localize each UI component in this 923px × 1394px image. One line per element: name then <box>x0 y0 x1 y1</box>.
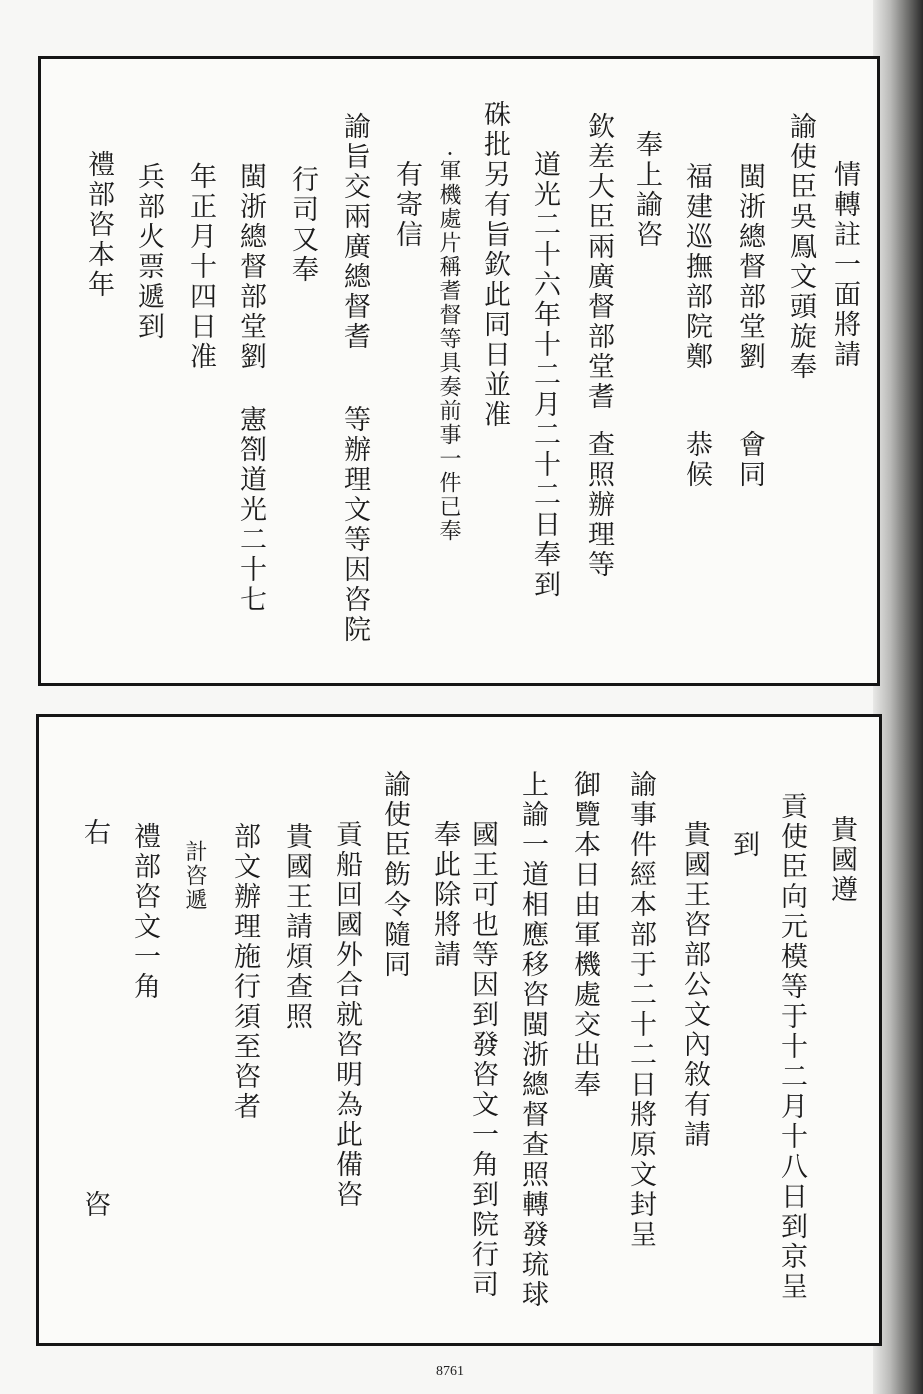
bottom-text-panel <box>36 714 882 1346</box>
top-col-8: 硃批另有旨欽此同日並准 <box>479 100 510 430</box>
bottom-col-7: 上諭一道相應移咨閩浙總督查照轉發琉球 <box>517 770 548 1310</box>
bottom-col-15: 禮部咨文一角 <box>129 822 160 1002</box>
top-col-9: ·軍機處片稱耆督等具奏前事一件已奉 <box>436 150 461 543</box>
top-col-4b: 恭候 <box>681 430 712 490</box>
top-col-2: 諭使臣吳鳯文頭旋奉 <box>785 112 816 382</box>
top-col-13b: 憲劄道光二十七 <box>235 405 266 615</box>
top-col-16: 禮部咨本年 <box>83 150 114 300</box>
top-col-13: 閩浙總督部堂劉 <box>235 162 266 372</box>
top-col-7: 道光二十六年十二月二十二日奉到 <box>529 150 560 600</box>
bottom-col-4: 貴國王咨部公文內敘有請 <box>679 820 710 1150</box>
top-col-14: 年正月十四日准 <box>185 162 216 372</box>
bottom-col-17: 咨 <box>79 1190 110 1220</box>
top-col-10: 有寄信 <box>391 160 422 250</box>
top-col-6b: 查照辦理等 <box>583 430 614 580</box>
bottom-col-16: 右 <box>79 818 110 848</box>
top-col-3b: 會同 <box>734 430 765 490</box>
bottom-col-11: 貢船回國外合就咨明為此備咨 <box>331 820 362 1210</box>
bottom-col-9: 奉此除將請 <box>429 820 460 970</box>
bottom-col-2: 貢使臣向元模等于十二月十八日到京呈 <box>776 792 807 1302</box>
top-col-12: 行司又奉 <box>287 165 318 285</box>
page-number: 8761 <box>436 1364 464 1379</box>
top-col-3: 閩浙總督部堂劉 <box>734 162 765 372</box>
top-col-1: 情轉註一面將請 <box>829 160 860 370</box>
top-col-4: 福建巡撫部院鄭 <box>681 162 712 372</box>
bottom-col-13: 部文辦理施行須至咨者 <box>229 822 260 1122</box>
bottom-col-14: 計咨遞 <box>182 840 207 912</box>
bottom-col-8: 國王可也等因到發咨文一角到院行司 <box>467 820 498 1300</box>
top-col-10b: 等辦理文等因咨院 <box>339 405 370 645</box>
top-col-6: 欽差大臣兩廣督部堂耆 <box>583 112 614 412</box>
bottom-col-5: 諭事件經本部于二十二日將原文封呈 <box>625 770 656 1250</box>
top-col-15: 兵部火票遞到 <box>133 162 164 342</box>
bottom-col-1: 貴國遵 <box>826 815 857 905</box>
bottom-col-6: 御覽本日由軍機處交出奉 <box>569 770 600 1100</box>
top-col-5: 奉上諭咨 <box>631 130 662 250</box>
bottom-col-3: 到 <box>728 830 759 860</box>
bottom-col-12: 貴國王請煩查照 <box>281 822 312 1032</box>
top-col-11: 諭旨交兩廣總督耆 <box>339 112 370 352</box>
bottom-col-10: 諭使臣飭令隨同 <box>379 770 410 980</box>
